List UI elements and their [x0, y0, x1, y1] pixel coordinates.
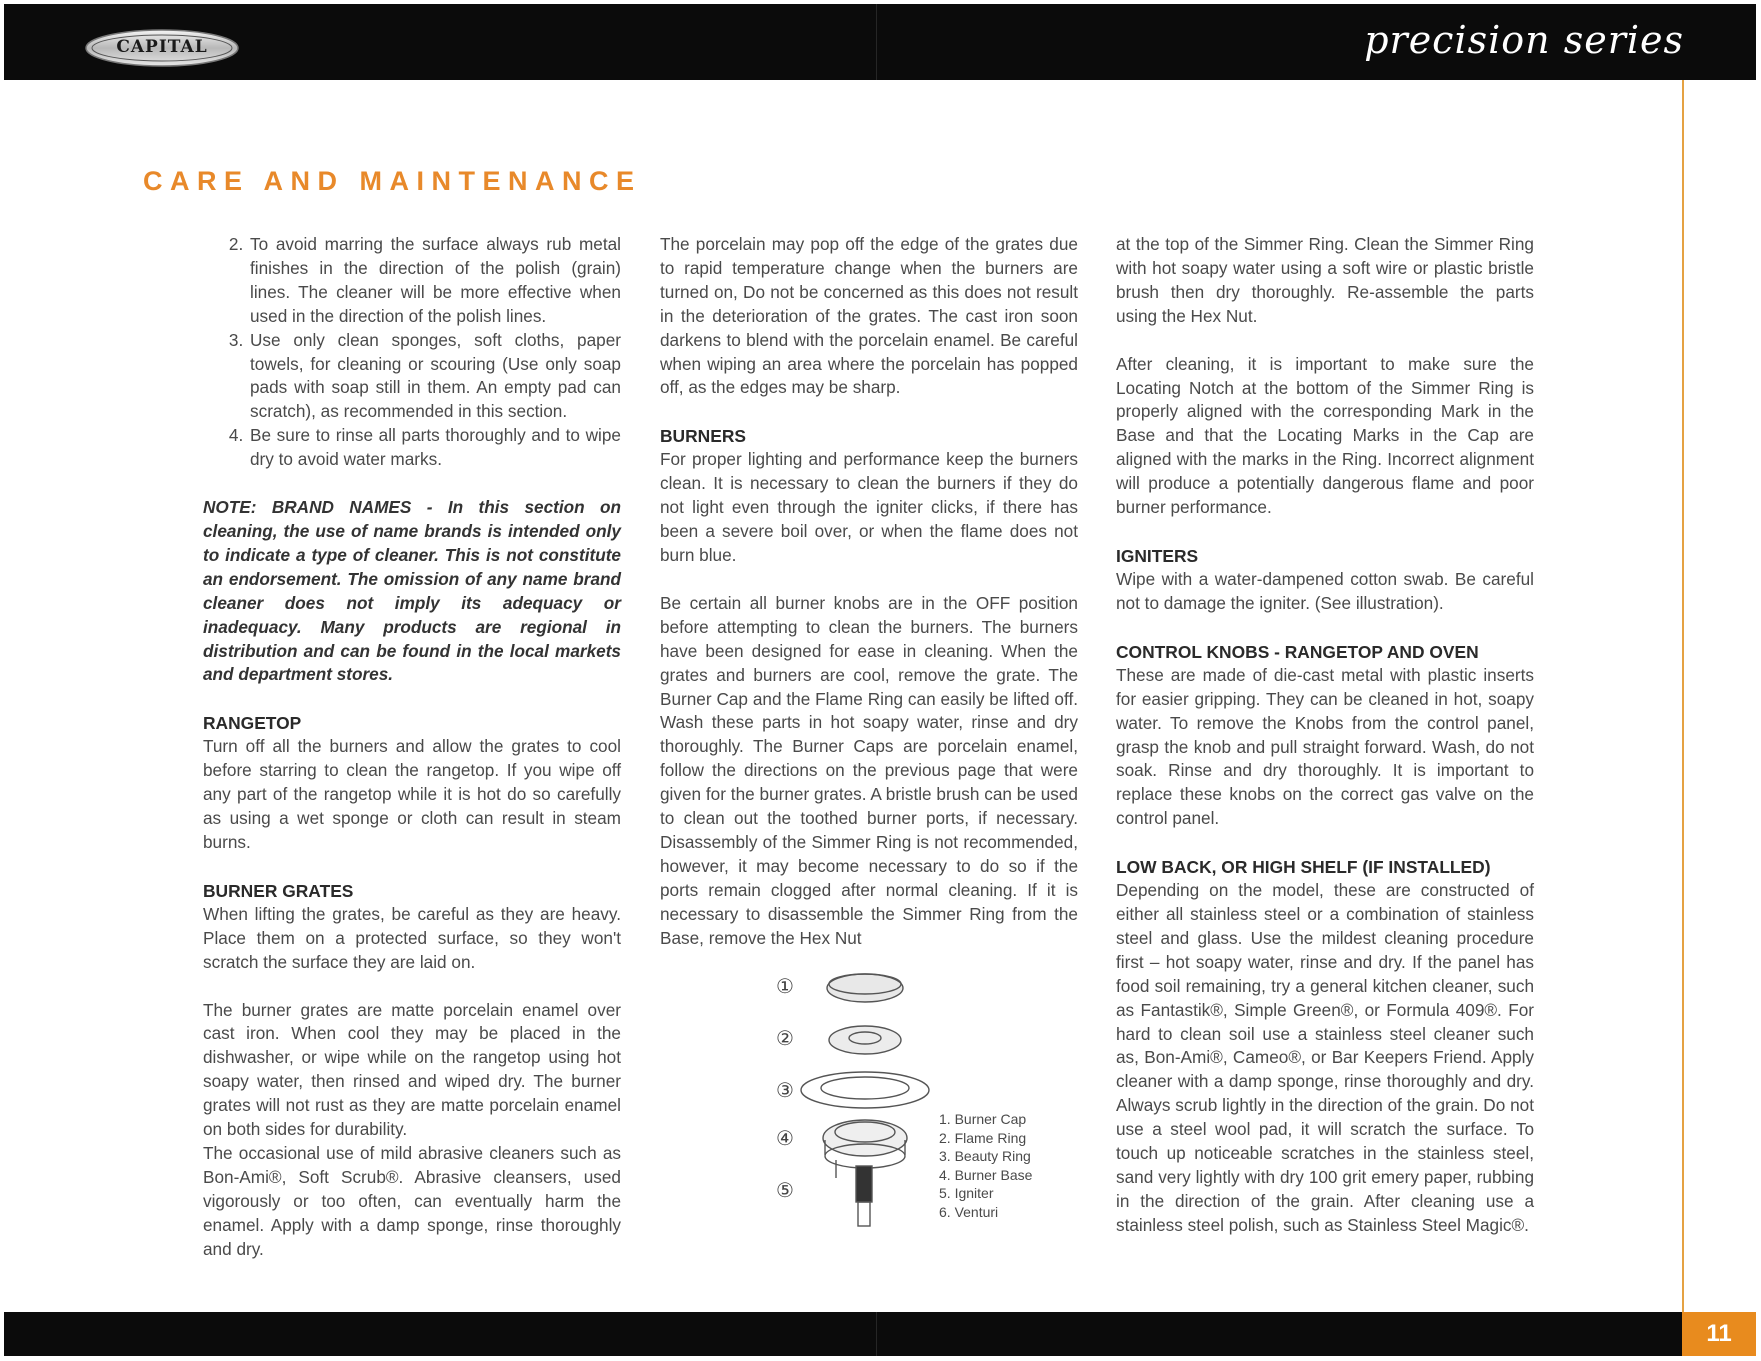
porcelain-text: The porcelain may pop off the edge of the grates due to rapid temperature change when the burners are turned on, Do not be concerned as this does not result in the deterioration of the grates. The cast iron soon darkens to blend with the porcelain enamel. Be careful when wiping an area where the porcelain has popped off, as the edges may be sharp.: [660, 234, 1078, 398]
header-divider: [876, 4, 877, 80]
control-knobs-text: These are made of die-cast metal with plastic inserts for easier gripping. They can be cleaned in hot, soapy water. To remove the Knobs from the control panel, grasp the knob and pull straight forward. Wash, do not soak. Rinse and dry thoroughly. It is important to replace these knobs on the correct gas valve on the control panel.: [1116, 664, 1534, 829]
column-2: [660, 233, 1078, 950]
care-list: [203, 233, 621, 472]
legend-item: 3. Beauty Ring: [939, 1148, 1031, 1164]
burner-grates-text: The occasional use of mild abrasive cleaners such as Bon-Ami®, Soft Scrub®. Abrasive cleansers, used vigorously or too often, can eventually harm the enamel. Apply with a damp sponge, rinse thoroughly and dry.: [203, 1143, 621, 1259]
footer-bar: [4, 1312, 1756, 1356]
alignment-text: After cleaning, it is important to make sure the Locating Notch at the bottom of the Simmer Ring is properly aligned with the corresponding Mark in the Base and that the Locating Marks in the Cap are aligned with the marks in the Ring. Incorrect alignment will produce a potentially dangerous flame and poor burner performance.: [1116, 353, 1534, 518]
logo-text: CAPITAL: [116, 37, 208, 57]
rangetop-text: Turn off all the burners and allow the grates to cool before starring to clean the rangetop. If you wipe off any part of the rangetop while it is hot do so carefully as using a wet sponge or cloth can result in steam burns.: [203, 736, 621, 852]
burners-text: Be certain all burner knobs are in the OFF position before attempting to clean the burners. The burners have been designed for ease in cleaning. When the grates and burners are cool, remove the grate. The Burner Cap and the Flame Ring can easily be lifted off. Wash these parts in hot soapy water, rinse and dry thoroughly. The Burner Caps are porcelain enamel, follow the directions on the previous page that were given for the burner grates. A bristle brush can be used to clean out the toothed burner ports, if necessary. Disassembly of the Simmer Ring is not recommended, however, it may become necessary to do so if the ports remain clogged after normal cleaning. If it is necessary to disassemble the Simmer Ring from the Base, remove the Hex Nut: [660, 592, 1078, 948]
legend-item: 2. Flame Ring: [939, 1129, 1027, 1146]
brand-names-note: NOTE: BRAND NAMES - In this section on cleaning, the use of name brands is intended only to indicate a type of cleaner. This is not constitute an endorsement. The omission of any name brand cleaner does not imply its adequacy or inadequacy. Many products are regional in distribution and can be found in the local markets and department stores.: [203, 497, 621, 685]
marker-3: ③: [776, 1080, 794, 1102]
igniters-heading: IGNITERS: [1116, 545, 1199, 566]
burners-text: For proper lighting and performance keep the burners clean. It is necessary to clean the burners if they do not light even through the igniter clicks, if there has been a severe boil over, or when the flame does not burn blue.: [660, 449, 1078, 565]
page-number: 11: [1682, 1312, 1756, 1356]
margin-rule: [1682, 80, 1684, 1312]
footer-divider: [876, 1312, 877, 1356]
page-title: CARE AND MAINTENANCE: [143, 166, 642, 196]
legend-item: 4. Burner Base: [939, 1166, 1033, 1183]
legend-item: 5. Igniter: [939, 1185, 994, 1201]
burner-grates-heading: BURNER GRATES: [203, 880, 354, 901]
control-knobs-heading: CONTROL KNOBS - RANGETOP AND OVEN: [1116, 641, 1479, 662]
legend-item: 1. Burner Cap: [939, 1111, 1027, 1127]
column-3: [1116, 233, 1534, 1238]
shelf-text: Depending on the model, these are constructed of either all stainless steel or a combination of stainless steel and glass. Use the mildest cleaning procedure first – hot soapy water, rinse and dry. If the panel has food soil remaining, try a general kitchen cleaner, such as Fantastik®, Simple Green®, or Formula 409®. For hard to clean soil use a stainless steel cleaner such as, Bon-Ami®, Cameo®, or Bar Keepers Friend. Apply cleaner with a damp sponge, rinse thoroughly and dry. Always scrub lightly in the direction of the grain. Do not use a steel wool pad, it will scratch the surface. To touch up noticeable scratches in the stainless steel, sand very lightly with dry 100 grit emery paper, rubbing in the direction of the grain. After cleaning use a stainless steel polish, such as Stainless Steel Magic®.: [1116, 880, 1534, 1235]
marker-1: ①: [776, 976, 794, 998]
burner-grates-text: The burner grates are matte porcelain enamel over cast iron. When cool they may be placed in the dishwasher, or wipe while on the rangetop using hot soapy water, then rinsed and wiped dry. The burner grates will not rust as they are matte porcelain enamel on both sides for durability.: [203, 999, 621, 1140]
list-item: 3. Use only clean sponges, soft cloths, paper towels, for cleaning or scouring (Use only soap pads with soap still in them. An empty pad can scratch), as recommended in this section.: [248, 329, 621, 425]
list-item: 2. To avoid marring the surface always rub metal finishes in the direction of the polish (grain) lines. The cleaner will be more effective when used in the direction of the polish lines.: [248, 233, 621, 329]
list-item: 4. Be sure to rinse all parts thoroughly and to wipe dry to avoid water marks.: [248, 424, 621, 472]
capital-logo: [84, 28, 240, 68]
igniters-text: Wipe with a water-dampened cotton swab. Be careful not to damage the igniter. (See illustration).: [1116, 568, 1534, 613]
simmer-ring-text: at the top of the Simmer Ring. Clean the Simmer Ring with hot soapy water using a soft wire or plastic bristle brush then dry thoroughly. Re-assemble the parts using the Hex Nut.: [1116, 234, 1534, 326]
marker-2: ②: [776, 1028, 794, 1050]
series-wordmark: precision series: [1364, 18, 1684, 62]
marker-5: ⑤: [776, 1180, 794, 1202]
parts-legend: [939, 1110, 1032, 1221]
marker-4: ④: [776, 1128, 794, 1150]
burner-grates-text: When lifting the grates, be careful as they are heavy. Place them on a protected surface, so they won't scratch the surface they are laid on.: [203, 903, 621, 972]
column-1: [203, 233, 621, 1262]
rangetop-heading: RANGETOP: [203, 713, 302, 734]
burners-heading: BURNERS: [660, 426, 746, 447]
header-bar: [4, 4, 1756, 80]
legend-item: 6. Venturi: [939, 1203, 999, 1220]
shelf-heading: LOW BACK, OR HIGH SHELF (IF INSTALLED): [1116, 857, 1491, 878]
